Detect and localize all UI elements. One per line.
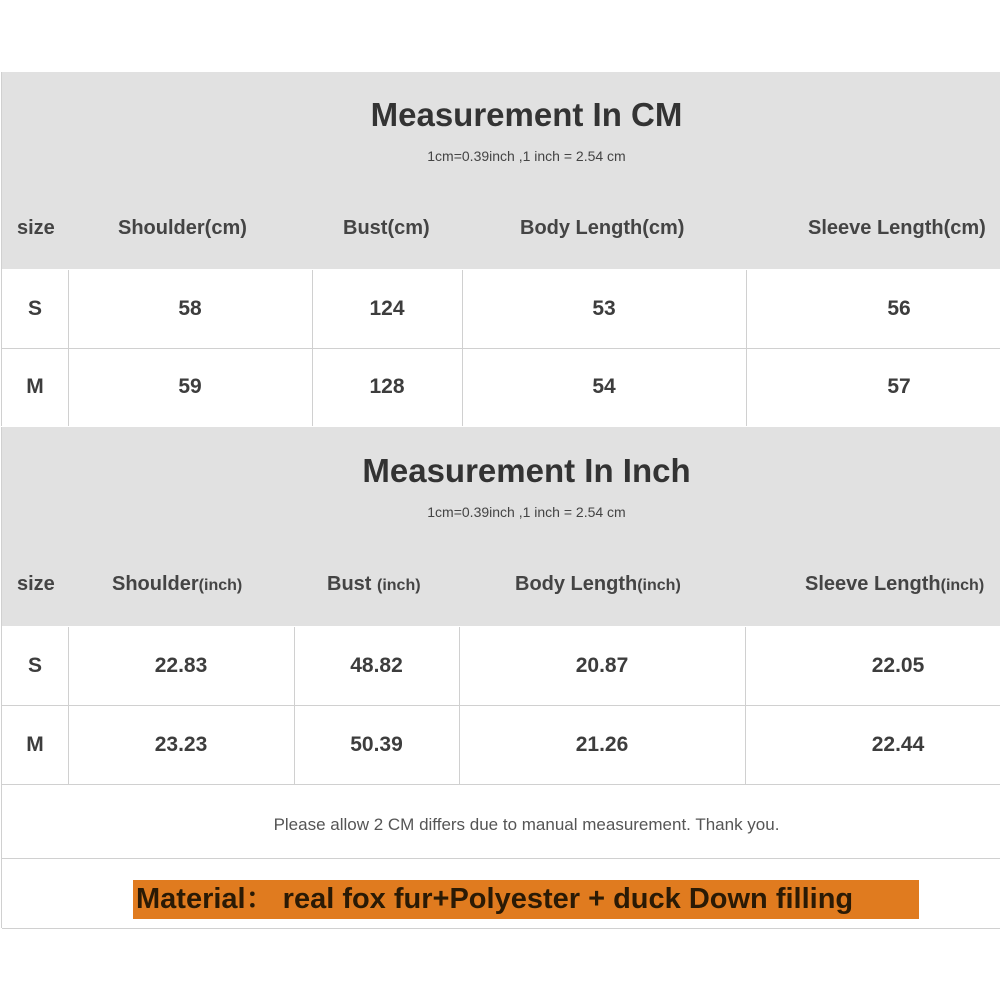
cm-row-m-shoulder: 59: [178, 375, 202, 398]
inch-row-s-size: S: [27, 654, 42, 677]
inch-grid-line: [2, 705, 1000, 706]
cm-row-s-bust: 124: [369, 297, 405, 320]
cm-row-s-shoulder: 58: [178, 297, 202, 320]
inch-row-s-sleeve-length: 22.05: [871, 654, 925, 677]
cm-row-m-size: M: [26, 375, 44, 398]
cm-row-m-bust: 128: [369, 375, 405, 398]
inch-row-m-shoulder: 23.23: [154, 733, 208, 756]
cm-row-s-body-length: 53: [592, 297, 616, 320]
cm-row-s-size: S: [27, 297, 42, 320]
cm-row-m-sleeve-length: 57: [887, 375, 911, 398]
inch-grid-line: [2, 784, 1000, 785]
inch-row-s-shoulder: 22.83: [154, 654, 208, 677]
cm-header-shoulder: Shoulder(cm): [118, 217, 247, 239]
inch-table-subtitle: 1cm=0.39inch ,1 inch = 2.54 cm: [427, 504, 626, 520]
inch-header-shoulder: Shoulder(inch): [112, 573, 243, 595]
inch-row-m-body-length: 21.26: [575, 733, 629, 756]
inch-row-m-size: M: [26, 733, 44, 756]
inch-row-s-bust: 48.82: [350, 654, 403, 677]
inch-header-sleeve-length: Sleeve Length(inch): [805, 573, 985, 595]
material-banner: Material： real fox fur+Polyester + duck Down filling: [133, 880, 919, 919]
inch-row-m-bust: 50.39: [350, 733, 403, 756]
cm-table-subtitle: 1cm=0.39inch ,1 inch = 2.54 cm: [427, 148, 626, 164]
cm-grid-line: [1, 72, 2, 426]
inch-grid-line: [2, 858, 1000, 859]
inch-table-title: Measurement In Inch: [362, 452, 691, 489]
inch-header-body-length: Body Length(inch): [515, 573, 681, 595]
inch-row-s-body-length: 20.87: [575, 654, 629, 677]
cm-header-sleeve-length: Sleeve Length(cm): [808, 217, 986, 239]
measurement-note: Please allow 2 CM differs due to manual measurement. Thank you.: [273, 815, 780, 834]
inch-row-m-sleeve-length: 22.44: [871, 733, 925, 756]
inch-grid-line: [1, 427, 2, 928]
cm-table-title: Measurement In CM: [370, 96, 683, 133]
cm-header-bust: Bust(cm): [343, 217, 430, 239]
cm-header-size: size: [17, 217, 55, 239]
cm-row-s-sleeve-length: 56: [887, 297, 911, 320]
inch-grid-line: [2, 928, 1000, 929]
inch-header-bust: Bust (inch): [327, 573, 421, 595]
cm-grid-line: [2, 348, 1000, 349]
cm-header-body-length: Body Length(cm): [520, 217, 685, 239]
cm-row-m-body-length: 54: [592, 375, 616, 398]
inch-header-size: size: [17, 573, 55, 595]
